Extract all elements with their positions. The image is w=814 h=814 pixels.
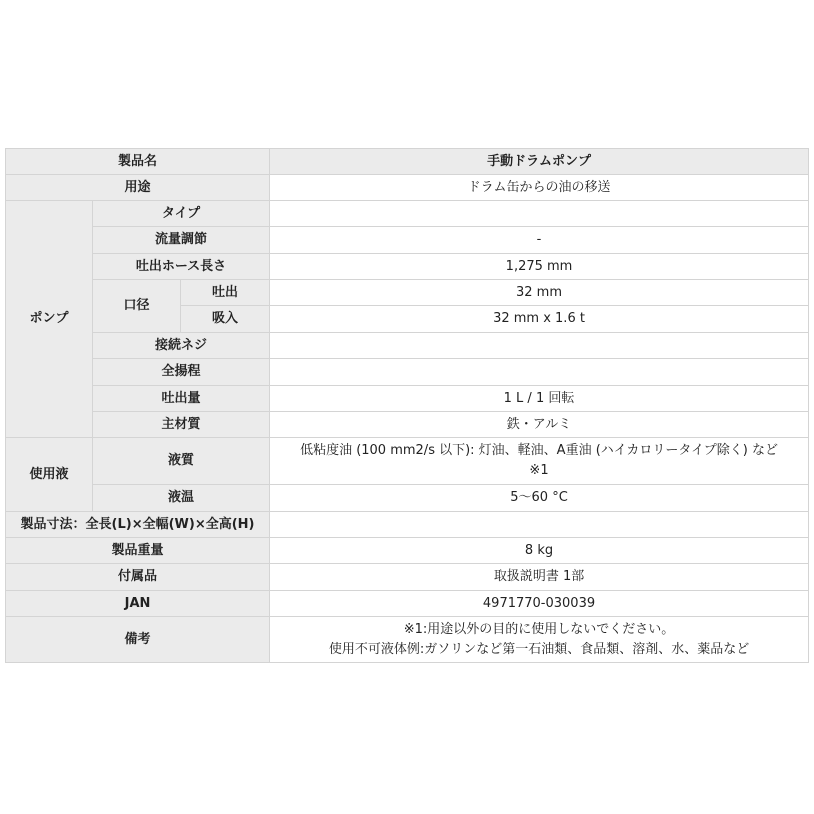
label-material: 主材質 (93, 412, 270, 438)
label-remarks: 備考 (6, 617, 270, 663)
label-weight: 製品重量 (6, 538, 270, 564)
row-liquid-quality (6, 438, 809, 485)
value-liquid-quality (270, 438, 809, 485)
row-hose-length (6, 254, 809, 280)
label-diameter: 口径 (93, 280, 181, 333)
row-accessories (6, 564, 809, 591)
label-product-name: 製品名 (6, 149, 270, 175)
remarks-line1: ※1:用途以外の目的に使用しないでください。 (403, 621, 675, 637)
value-discharge: 32 mm (270, 280, 809, 306)
row-jan (6, 591, 809, 617)
label-dimensions: 製品寸法：全長(L)×全幅(W)×全高(H) (6, 512, 270, 538)
liquid-quality-line2: ※1 (529, 463, 549, 478)
row-material (6, 412, 809, 438)
row-total-head (6, 359, 809, 386)
row-dimensions (6, 512, 809, 538)
row-product-name (6, 149, 809, 175)
label-suction: 吸入 (181, 306, 270, 333)
value-discharge-amount: 1 L / 1 回転 (270, 386, 809, 412)
value-use: ドラム缶からの油の移送 (270, 175, 809, 201)
value-thread (270, 333, 809, 359)
row-use (6, 175, 809, 201)
value-type (270, 201, 809, 227)
value-remarks (270, 617, 809, 663)
value-product-name: 手動ドラムポンプ (270, 149, 809, 175)
label-hose-length: 吐出ホース長さ (93, 254, 270, 280)
label-liquid-quality: 液質 (93, 438, 270, 485)
remarks-line2: 使用不可液体例:ガソリンなど第一石油類、食品類、溶剤、水、薬品など (328, 641, 750, 657)
spec-table (5, 148, 809, 663)
value-hose-length: 1,275 mm (270, 254, 809, 280)
row-thread (6, 333, 809, 359)
label-thread: 接続ネジ (93, 333, 270, 359)
label-liquid: 使用液 (6, 438, 93, 512)
value-dimensions (270, 512, 809, 538)
label-use: 用途 (6, 175, 270, 201)
label-liquid-temperature: 液温 (93, 485, 270, 512)
value-accessories: 取扱説明書 1部 (270, 564, 809, 591)
row-weight (6, 538, 809, 564)
row-diameter-discharge (6, 280, 809, 306)
label-pump: ポンプ (6, 201, 93, 438)
liquid-quality-line1: 低粘度油 (100 mm2/s 以下): 灯油、軽油、A重油 (ハイカロリータイプ除く) など (300, 443, 778, 458)
value-jan: 4971770-030039 (270, 591, 809, 617)
label-type: タイプ (93, 201, 270, 227)
label-jan: JAN (6, 591, 270, 617)
row-flow-control (6, 227, 809, 254)
value-weight: 8 kg (270, 538, 809, 564)
row-liquid-temperature (6, 485, 809, 512)
label-discharge-amount: 吐出量 (93, 386, 270, 412)
label-accessories: 付属品 (6, 564, 270, 591)
value-flow-control: - (270, 227, 809, 254)
value-total-head (270, 359, 809, 386)
row-remarks (6, 617, 809, 663)
row-pump-type (6, 201, 809, 227)
label-discharge: 吐出 (181, 280, 270, 306)
label-flow-control: 流量調節 (93, 227, 270, 254)
value-liquid-temperature: 5～60 °C (270, 485, 809, 512)
row-discharge-amount (6, 386, 809, 412)
value-material: 鉄・アルミ (270, 412, 809, 438)
label-total-head: 全揚程 (93, 359, 270, 386)
value-suction: 32 mm x 1.6 t (270, 306, 809, 333)
